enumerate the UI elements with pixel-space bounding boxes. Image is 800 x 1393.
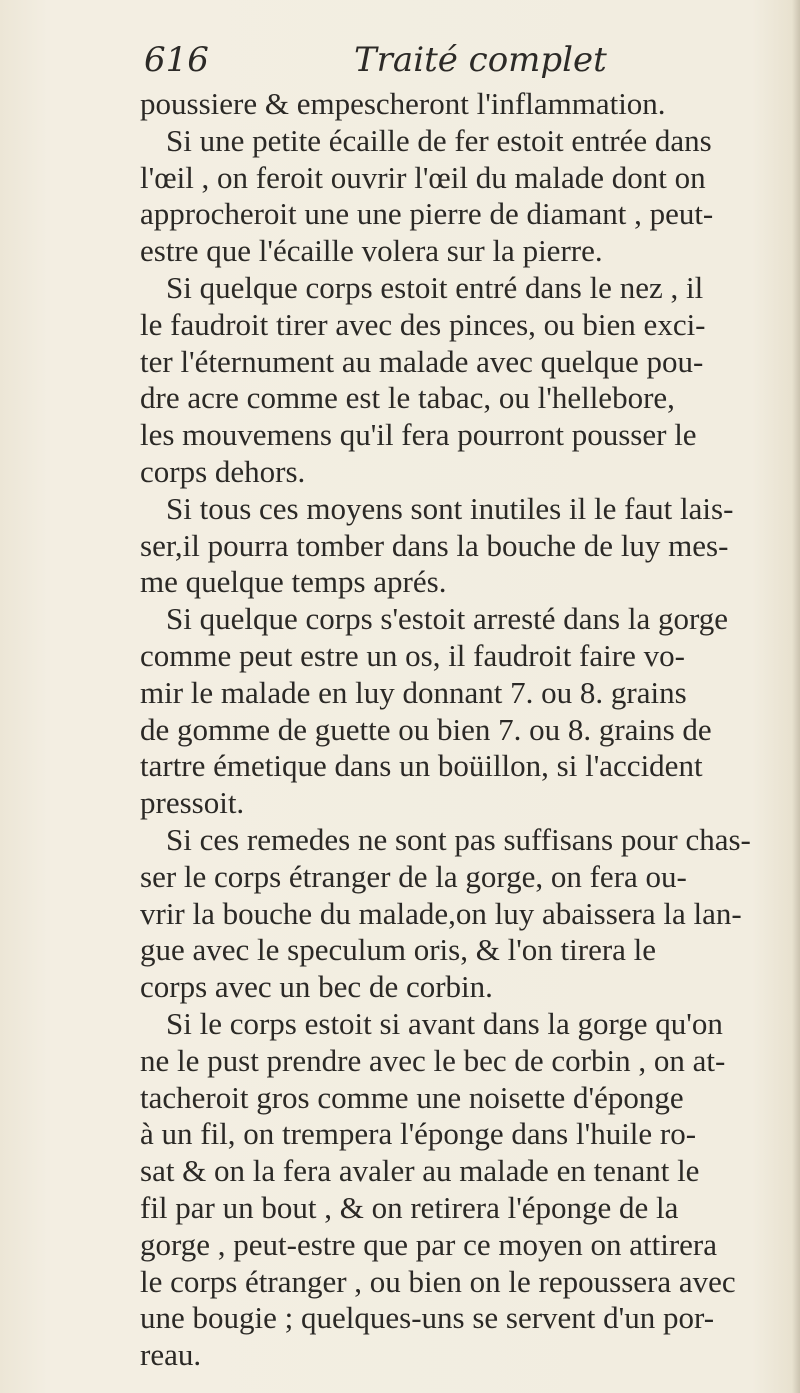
text-line: estre que l'écaille volera sur la pierre.	[140, 233, 603, 269]
text-line: pressoit.	[140, 785, 245, 821]
text-line: Si tous ces moyens sont inutiles il le faut lais-	[166, 490, 734, 526]
text-line: ne le pust prendre avec le bec de corbin , on at-	[140, 1042, 726, 1078]
text-line: le faudroit tirer avec des pinces, ou bien exci-	[140, 306, 706, 342]
text-line: tartre émetique dans un boüillon, si l'accident	[140, 748, 703, 784]
text-line: mir le malade en luy donnant 7. ou 8. grains	[140, 674, 687, 710]
text-line: Si le corps estoit si avant dans la gorge qu'on	[166, 1005, 723, 1041]
text-line: ter l'éternument au malade avec quelque pou-	[140, 343, 704, 379]
text-line: Si ces remedes ne sont pas suffisans pour chas-	[166, 821, 751, 857]
text-line: une bougie ; quelques-uns se servent d'un por-	[140, 1300, 715, 1336]
text-line: l'œil , on feroit ouvrir l'œil du malade dont on	[140, 159, 706, 195]
text-line: comme peut estre un os, il faudroit faire vo-	[140, 637, 685, 673]
text-line: tacheroit gros comme une noisette d'éponge	[140, 1079, 684, 1115]
page-number: 616	[144, 40, 209, 80]
text-line: dre acre comme est le tabac, ou l'hellebore,	[140, 380, 675, 416]
text-line: de gomme de guette ou bien 7. ou 8. grains de	[140, 711, 712, 747]
text-line: Si quelque corps estoit entré dans le nez , il	[166, 269, 704, 305]
text-line: le corps étranger , ou bien on le repoussera avec	[140, 1263, 736, 1299]
text-line: ser,il pourra tomber dans la bouche de luy mes-	[140, 527, 729, 563]
page-header	[144, 40, 764, 92]
text-line: gorge , peut-estre que par ce moyen on attirera	[140, 1226, 717, 1262]
text-line: reau.	[140, 1337, 202, 1373]
text-line: les mouvemens qu'il fera pourront pousser le	[140, 417, 697, 453]
text-line: approcheroit une une pierre de diamant , peut-	[140, 196, 714, 232]
text-line: corps dehors.	[140, 453, 306, 489]
text-line: poussiere & empescheront l'inflammation.	[140, 86, 666, 121]
text-line: sat & on la fera avaler au malade en tenant le	[140, 1153, 700, 1189]
text-line: Si quelque corps s'estoit arresté dans la gorge	[166, 601, 729, 637]
text-line: fil par un bout , & on retirera l'éponge de la	[140, 1189, 679, 1225]
body-text	[140, 86, 780, 1374]
running-title: Traité complet	[354, 40, 607, 80]
text-line: me quelque temps aprés.	[140, 564, 447, 600]
page-edge-shadow	[792, 0, 800, 1393]
text-line: ser le corps étranger de la gorge, on fera ou-	[140, 858, 687, 894]
text-line: Si une petite écaille de fer estoit entrée dans	[166, 122, 712, 158]
text-line: vrir la bouche du malade,on luy abaissera la lan-	[140, 895, 742, 931]
text-line: gue avec le speculum oris, & l'on tirera le	[140, 932, 657, 968]
text-line: corps avec un bec de corbin.	[140, 969, 493, 1005]
text-line: à un fil, on trempera l'éponge dans l'huile ro-	[140, 1116, 697, 1152]
